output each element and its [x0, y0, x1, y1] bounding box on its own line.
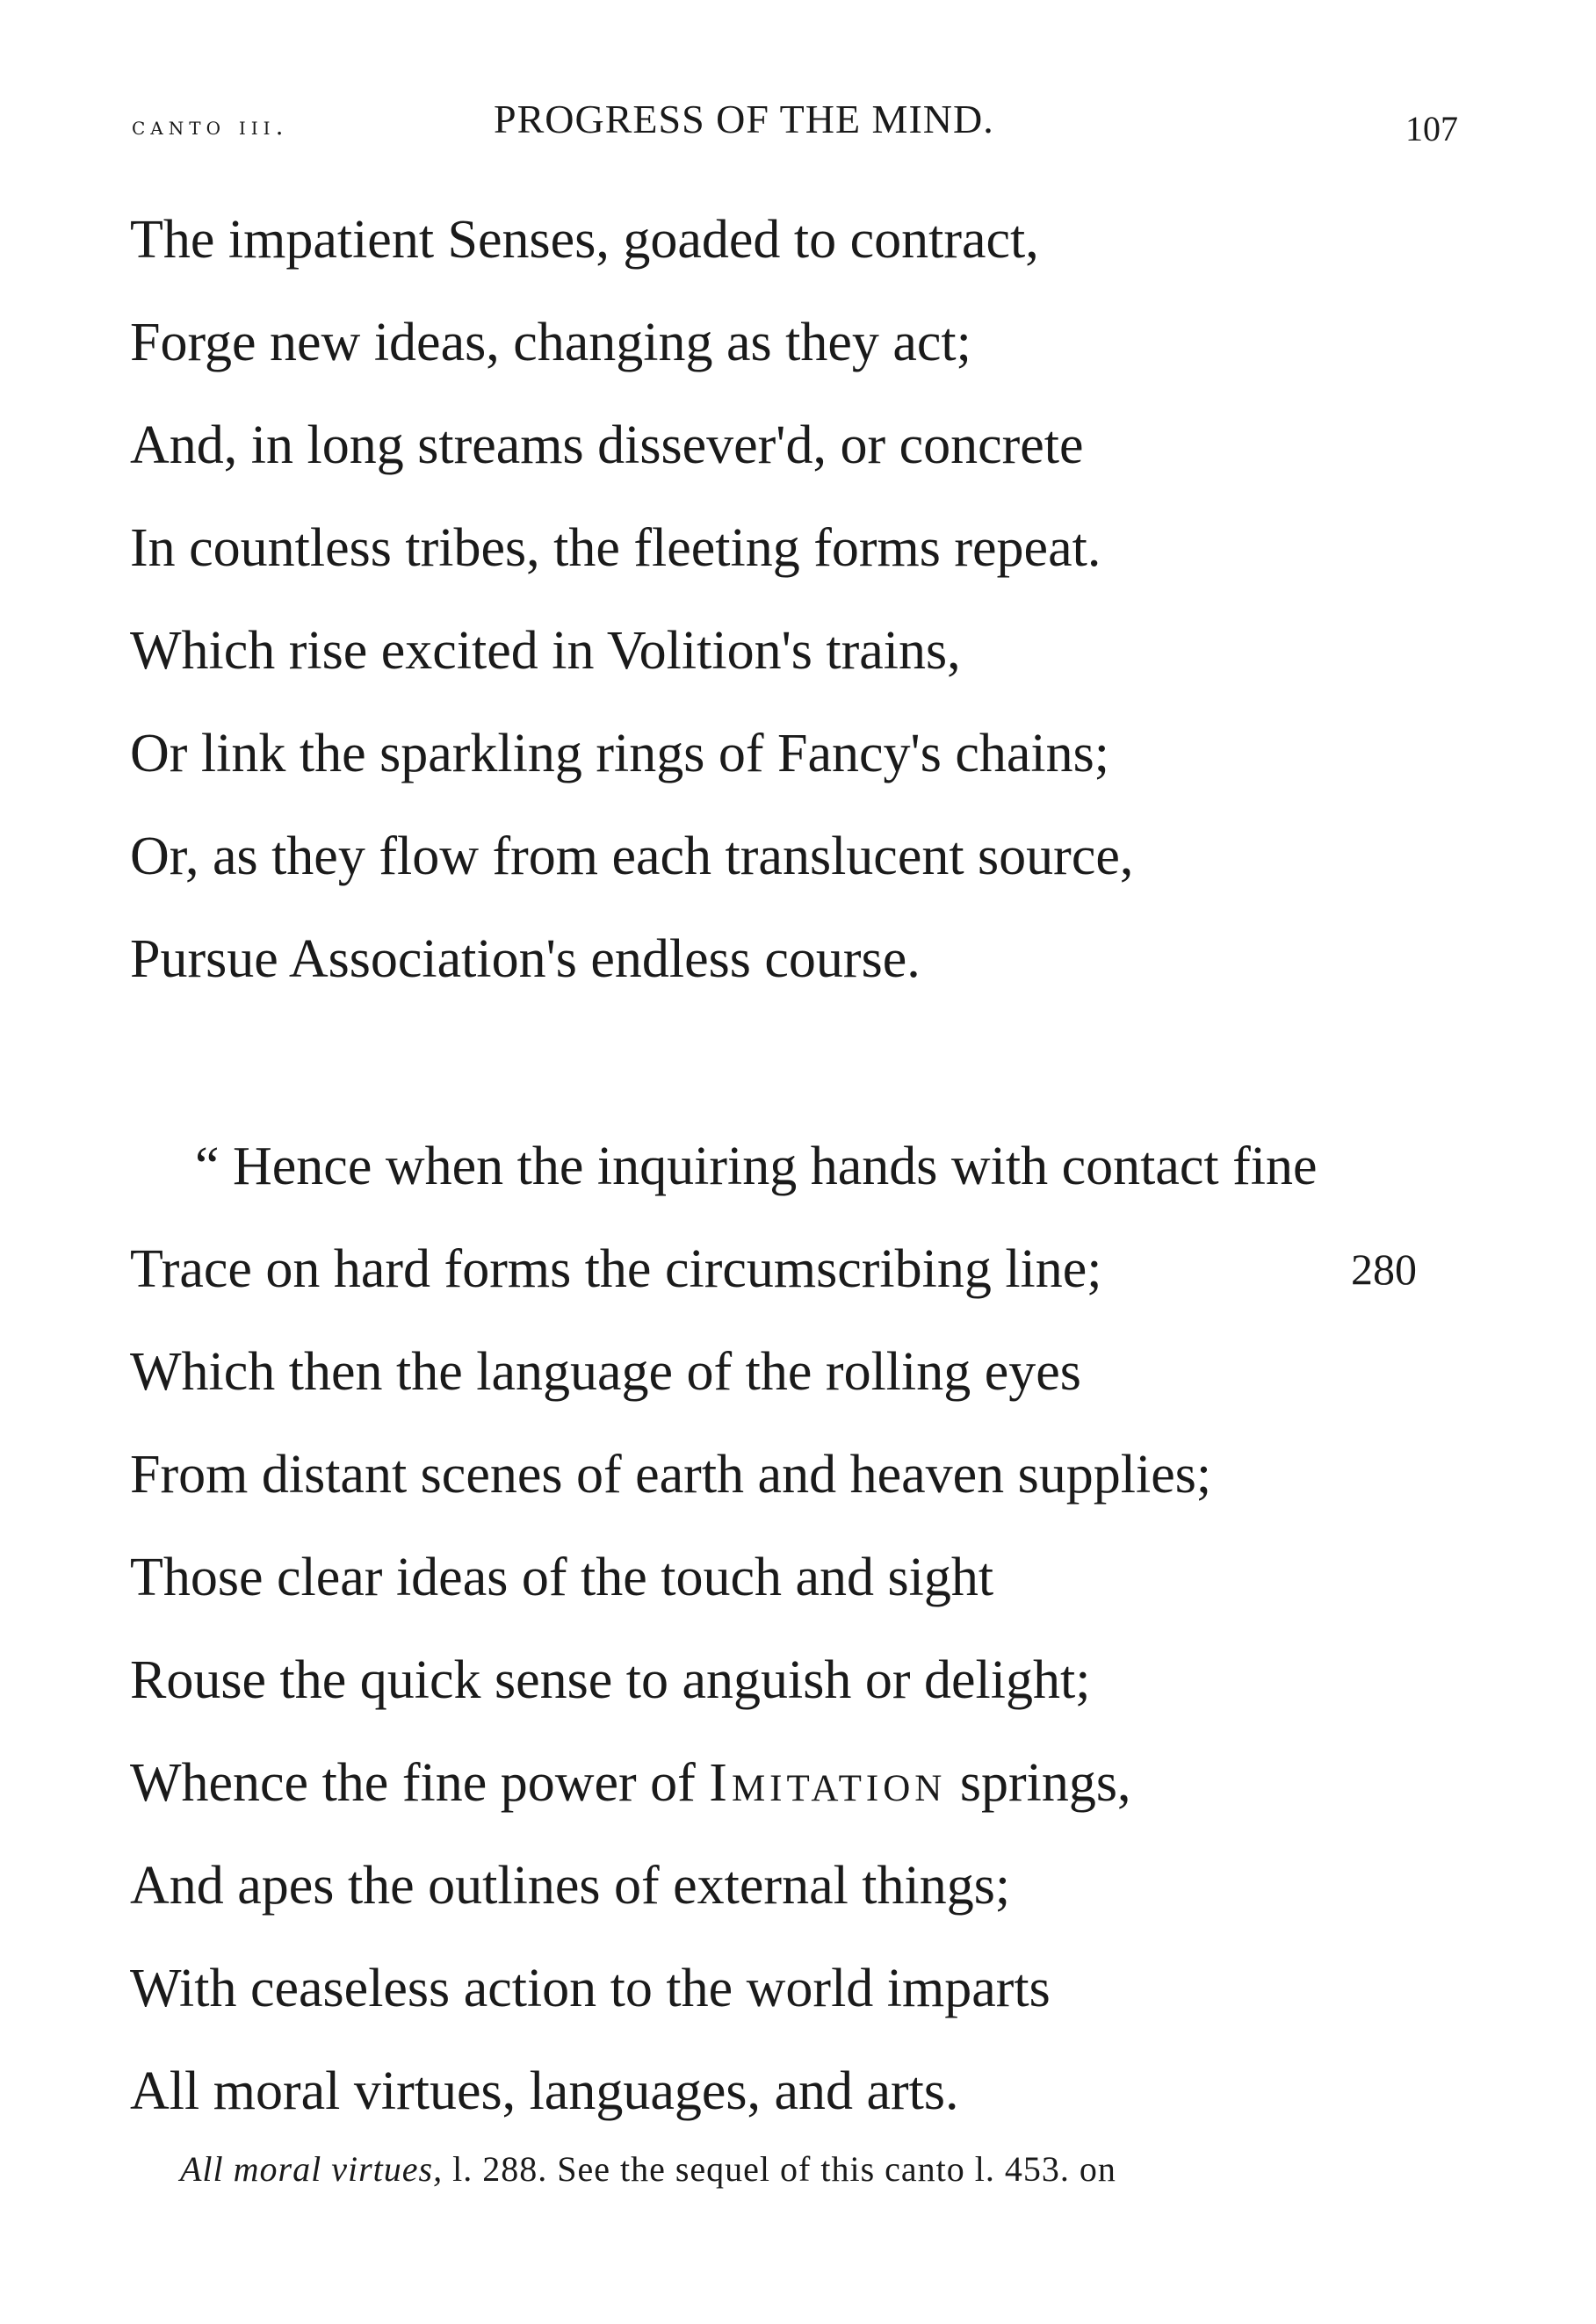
verse-line: With ceaseless action to the world imparts — [130, 1959, 1051, 2018]
verse-line: All moral virtues, languages, and arts. — [130, 2061, 959, 2121]
line-number: 280 — [1351, 1245, 1417, 1294]
verse-line: And, in long streams dissever'd, or concrete — [130, 415, 1084, 475]
verse-line-start: Whence the fine power of — [130, 1753, 710, 1813]
verse-line: From distant scenes of earth and heaven supplies; — [130, 1445, 1212, 1505]
verse-line: Or link the sparkling rings of Fancy's chains; — [130, 724, 1109, 783]
page-number: 107 — [1405, 109, 1458, 148]
verse-line: In countless tribes, the fleeting forms repeat. — [130, 518, 1101, 578]
verse-line: “ Hence when the inquiring hands with contact fine — [195, 1137, 1318, 1196]
footnote — [180, 2148, 1116, 2190]
verse-line-end: springs, — [946, 1753, 1131, 1813]
footnote-text: l. 288. See the sequel of this canto l. 453. on — [443, 2149, 1116, 2189]
verse-line: The impatient Senses, goaded to contract, — [130, 210, 1039, 270]
page-title: PROGRESS OF THE MIND. — [494, 97, 994, 141]
footnote-italic: All moral virtues, — [180, 2149, 444, 2189]
verse-line-numbered — [130, 1218, 1417, 1321]
imitation-small-caps: Imitation — [709, 1753, 947, 1813]
verse-line-imitation — [130, 1732, 1317, 1835]
stanza-1 — [130, 189, 1133, 1011]
verse-line: Rouse the quick sense to anguish or delight; — [130, 1650, 1091, 1710]
verse-line-text: Trace on hard forms the circumscribing line; — [130, 1239, 1102, 1299]
verse-line: Or, as they flow from each translucent source, — [130, 826, 1134, 886]
verse-line: Those clear ideas of the touch and sight — [130, 1548, 994, 1607]
verse-line: Pursue Association's endless course. — [130, 929, 921, 989]
canto-label: canto iii. — [132, 112, 289, 141]
running-header — [132, 92, 1458, 154]
verse-line: And apes the outlines of external things; — [130, 1856, 1011, 1916]
verse-line: Which rise excited in Volition's trains, — [130, 621, 961, 681]
stanza-2 — [130, 1115, 1417, 2143]
verse-line: Forge new ideas, changing as they act; — [130, 313, 971, 372]
verse-line: Which then the language of the rolling eyes — [130, 1342, 1081, 1402]
